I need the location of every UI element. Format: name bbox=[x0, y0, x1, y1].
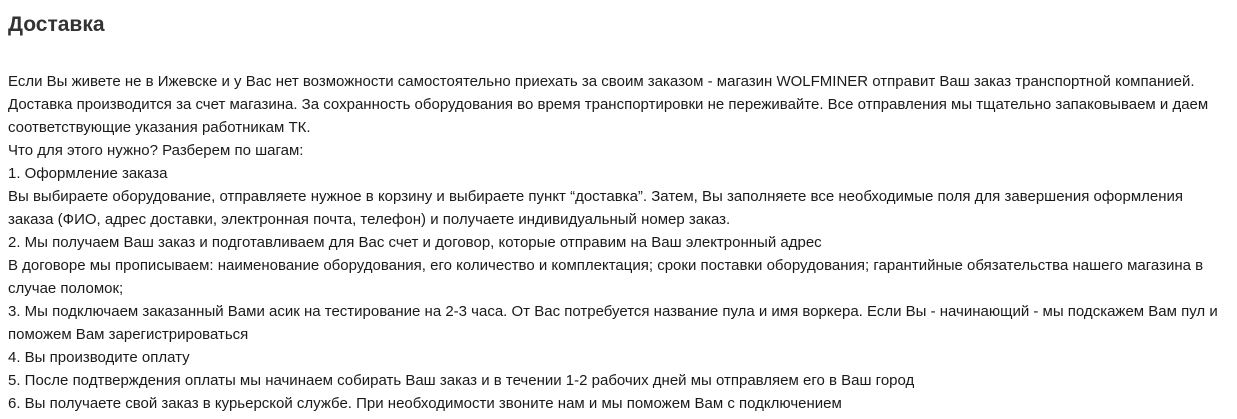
step-5: 5. После подтверждения оплаты мы начинаем собирать Ваш заказ и в течении 1-2 рабочих дней мы отправляем его в Ваш город bbox=[8, 372, 915, 389]
step-1-heading: 1. Оформление заказа bbox=[8, 165, 168, 182]
step-2-description: В договоре мы прописываем: наименование оборудования, его количество и комплектация; сроки поставки оборудования; гарантийные обязательства нашего магазина в случае поломок; bbox=[8, 257, 1204, 297]
step-3: 3. Мы подключаем заказанный Вами асик на тестирование на 2-3 часа. От Вас потребуется название пула и имя воркера. Если Вы - начинающий - мы подскажем Вам пул и поможем Вам зарегистрироваться bbox=[8, 303, 1218, 343]
step-6: 6. Вы получаете свой заказ в курьерской службе. При необходимости звоните нам и мы поможем Вам с подключением bbox=[8, 395, 842, 412]
delivery-content bbox=[8, 70, 1229, 415]
step-1-description: Вы выбираете оборудование, отправляете нужное в корзину и выбираете пункт “доставка”. Затем, Вы заполняете все необходимые поля для завершения оформления заказа (ФИО, адрес доставки, электронная почта, телефон) и получаете индивидуальный номер заказ. bbox=[8, 188, 1184, 228]
step-4: 4. Вы производите оплату bbox=[8, 349, 190, 366]
step-2-heading: 2. Мы получаем Ваш заказ и подготавливаем для Вас счет и договор, которые отправим на Ваш электронный адрес bbox=[8, 234, 822, 251]
page-title: Доставка bbox=[8, 13, 105, 36]
steps-intro: Что для этого нужно? Разберем по шагам: bbox=[8, 142, 304, 159]
intro-paragraph: Если Вы живете не в Ижевске и у Вас нет возможности самостоятельно приехать за своим заказом - магазин WOLFMINER отправит Ваш заказ транспортной компанией. Доставка производится за счет магазина. За сохранность оборудования во время транспортировки не переживайте. Все отправления мы тщательно запаковываем и даем соответствующие указания работникам ТК. bbox=[8, 73, 1209, 136]
